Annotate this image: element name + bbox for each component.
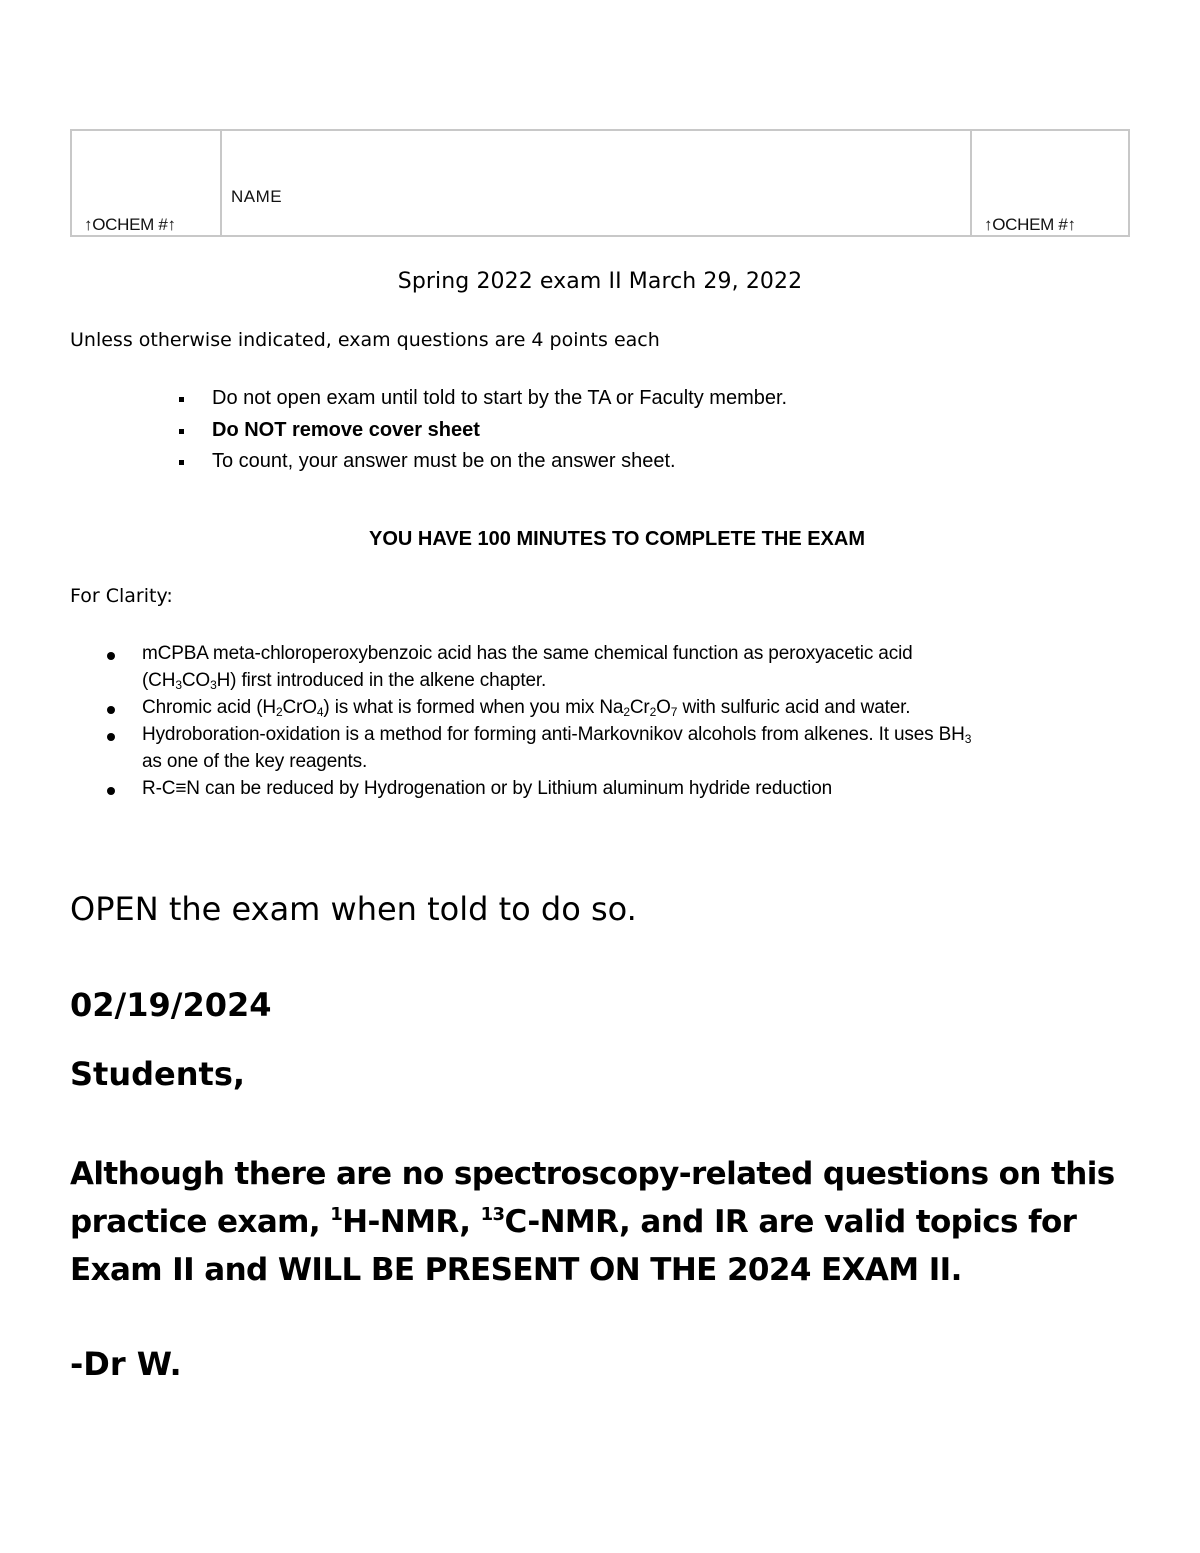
note-line: as one of the key reagents. [142, 751, 368, 772]
ochem-number-label-left: ↑OCHEM #↑ [84, 215, 176, 234]
ochem-number-label-right: ↑OCHEM #↑ [984, 215, 1076, 234]
points-note: Unless otherwise indicated, exam questions are 4 points each [70, 329, 660, 351]
signature: -Dr W. [70, 1345, 182, 1383]
open-instruction: OPEN the exam when told to do so. [70, 890, 637, 928]
header-table [70, 129, 1130, 237]
clarity-note-hydroboration [104, 721, 1134, 775]
clarity-note-mcpba [104, 640, 1134, 694]
clarity-note-chromic-acid [104, 694, 1134, 721]
clarity-note-nitrile [104, 775, 1134, 802]
note-line: Chromic acid $(H_2CrO_4)$ is what is formed when you mix $Na_2Cr_2O_7$ with sulfuric acid and water. [142, 697, 911, 719]
round-bullet-icon [107, 706, 115, 714]
square-bullet-icon [179, 429, 184, 434]
ochem-number-cell-left[interactable] [72, 131, 222, 235]
note-line: R-C≡N can be reduced by Hydrogenation or by Lithium aluminum hydride reduction [142, 778, 833, 799]
round-bullet-icon [107, 652, 115, 660]
ochem-number-cell-right[interactable] [972, 131, 1128, 235]
note-line: $(CH_3CO_3H)$ first introduced in the alkene chapter. [142, 670, 547, 692]
name-cell[interactable] [222, 131, 972, 235]
note-line: mCPBA meta-chloroperoxybenzoic acid has the same chemical function as peroxyacetic acid [142, 643, 913, 664]
clarity-notes-list [104, 640, 1134, 802]
note-date: 02/19/2024 [70, 986, 272, 1024]
rule-item [170, 384, 787, 416]
exam-title: Spring 2022 exam II March 29, 2022 [397, 269, 803, 294]
rule-item [170, 416, 787, 448]
square-bullet-icon [179, 397, 184, 402]
time-notice: YOU HAVE 100 MINUTES TO COMPLETE THE EXAM [369, 528, 865, 550]
square-bullet-icon [179, 460, 184, 465]
greeting: Students, [70, 1055, 246, 1093]
name-label: NAME [231, 187, 283, 206]
note-line: Hydroboration-oxidation is a method for forming anti-Markovnikov alcohols from alkenes. It uses $BH_3$ [142, 724, 972, 746]
rule-text: To count, your answer must be on the answer sheet. [212, 450, 676, 472]
round-bullet-icon [107, 787, 115, 795]
rule-item [170, 447, 787, 479]
rule-text: Do NOT remove cover sheet [212, 418, 480, 441]
round-bullet-icon [107, 733, 115, 741]
clarity-heading: For Clarity: [70, 585, 173, 607]
spectroscopy-message: Although there are no spectroscopy-related questions on this practice exam, $^1$H-NMR, $^{13}$C-NMR, and IR are valid topics for Exam II and WILL BE PRESENT ON THE 2024 EXAM II. [70, 1156, 1115, 1288]
rule-text: Do not open exam until told to start by the TA or Faculty member. [212, 387, 788, 409]
exam-rules-list [170, 384, 787, 479]
